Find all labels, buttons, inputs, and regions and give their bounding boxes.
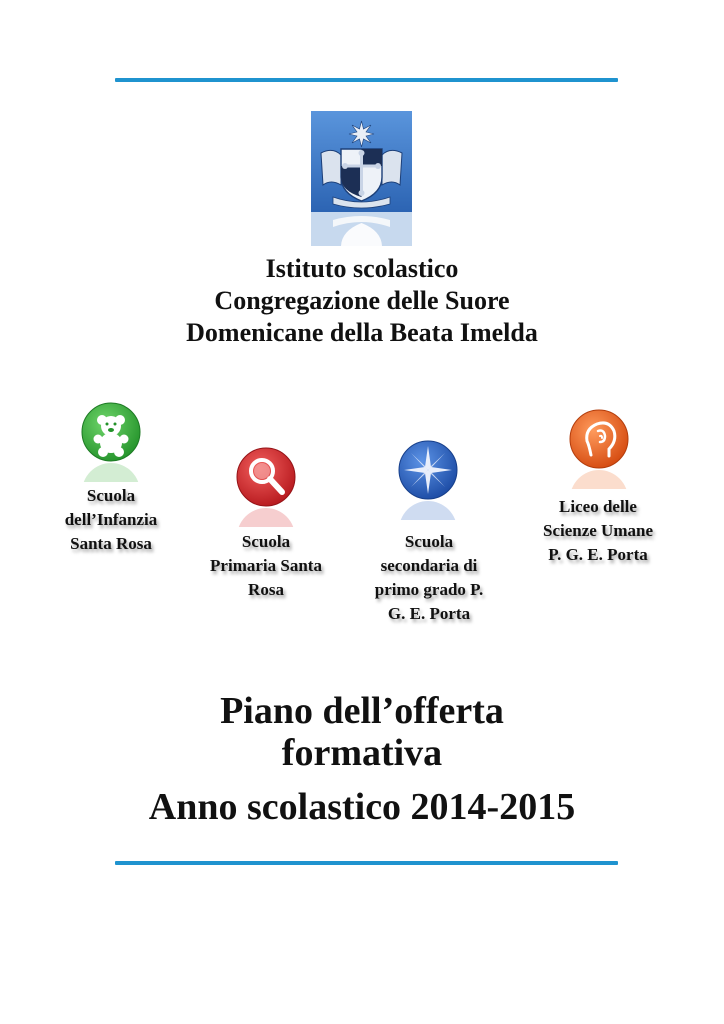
- magnifier-icon: [236, 447, 296, 507]
- institute-line: Domenicane della Beata Imelda: [186, 318, 538, 347]
- school-label-line: Rosa: [248, 580, 284, 599]
- school-label-line: Scuola: [404, 532, 454, 551]
- bottom-divider: [115, 861, 618, 865]
- crest-reflection: [311, 212, 412, 246]
- title-line: Piano dell’offerta: [220, 690, 504, 732]
- school-label-line: Primaria Santa: [210, 556, 322, 575]
- institute-line: Istituto scolastico: [265, 254, 459, 283]
- institute-line: Congregazione delle Suore: [214, 286, 510, 315]
- school-primaria-label: [193, 530, 339, 602]
- school-label-line: primo grado P.: [374, 580, 484, 599]
- profile-head-icon: [569, 409, 629, 469]
- school-year-title: Anno scolastico 2014-2015: [148, 786, 576, 828]
- top-divider: [115, 78, 618, 82]
- document-title: [62, 690, 662, 774]
- school-label-line: Scienze Umane: [542, 521, 653, 540]
- teddy-bear-icon: [81, 402, 141, 462]
- school-infanzia-label: [40, 484, 182, 556]
- school-label-line: Liceo delle: [559, 497, 637, 516]
- school-label-line: P. G. E. Porta: [548, 545, 648, 564]
- school-label-line: Scuola: [86, 486, 136, 505]
- compass-rose-icon: [398, 440, 458, 500]
- school-label-line: dell’Infanzia: [64, 510, 158, 529]
- school-liceo-label: [522, 495, 674, 567]
- title-line: formativa: [281, 732, 443, 774]
- dominican-crest-logo: [311, 111, 412, 212]
- school-label-line: Scuola: [241, 532, 291, 551]
- school-label-line: secondaria di: [380, 556, 478, 575]
- institute-name: [62, 253, 662, 349]
- school-secondaria-label: [356, 530, 502, 626]
- school-label-line: G. E. Porta: [387, 604, 471, 623]
- school-label-line: Santa Rosa: [70, 534, 152, 553]
